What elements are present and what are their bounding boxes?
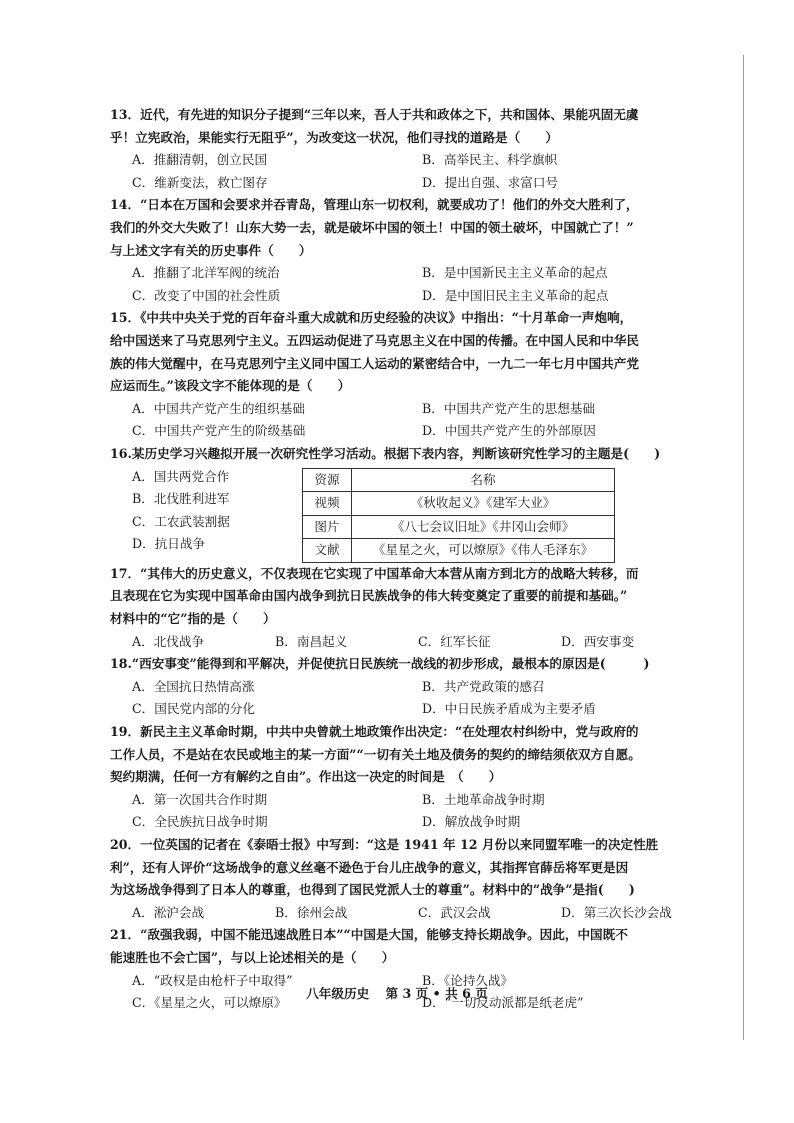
question-14-line-3: 与上述文字有关的历史事件（ ） — [110, 242, 312, 258]
option-c[interactable]: C．全民族抗日战争时期 — [132, 814, 268, 830]
question-19-line-3: 契约期满，任何一方有解约之自由”。作出这一决定的时间是 （ ） — [110, 769, 502, 785]
question-14-options — [110, 262, 696, 307]
option-d[interactable]: D．是中国旧民主主义革命的起点 — [422, 287, 609, 303]
option-c[interactable]: C．中国共产党产生的阶级基础 — [132, 423, 306, 439]
option-a[interactable]: A．国共两党合作 — [132, 468, 230, 484]
question-20-options — [110, 902, 696, 925]
table-cell: 视频 — [303, 492, 352, 516]
option-b[interactable]: B．北伐胜利进军 — [132, 491, 230, 507]
page-footer — [0, 983, 794, 1002]
footer-page-number: 第 3 页 • 共 6 页 — [385, 986, 488, 1001]
option-b[interactable]: B．共产党政策的感召 — [422, 678, 545, 694]
question-14-line-1: 14．“日本在万国和会要求并吞青岛，管理山东一切权利，就要成功了！他们的外交大胜利了， — [110, 197, 639, 213]
question-13 — [110, 104, 696, 194]
table-row — [303, 492, 615, 516]
option-b[interactable]: B．土地革命战争时期 — [422, 791, 545, 807]
option-a[interactable]: A．全国抗日热情高涨 — [132, 678, 255, 694]
option-b[interactable]: B．徐州会战 — [275, 904, 348, 920]
option-d[interactable]: D．提出自强、求富口号 — [422, 174, 559, 190]
option-a[interactable]: A．推翻了北洋军阀的统治 — [132, 265, 280, 281]
question-18-options — [110, 676, 696, 721]
table-header-cell: 资源 — [303, 468, 352, 492]
option-d[interactable]: D．抗日战争 — [132, 536, 206, 552]
option-d[interactable]: D．中国共产党产生的外部原因 — [422, 423, 596, 439]
option-c[interactable]: C．改变了中国的社会性质 — [132, 287, 281, 303]
question-15-line-2: 给中国送来了马克思列宁主义。五四运动促进了马克思主义在中国的传播。在中国人民和中华民 — [110, 332, 639, 348]
question-21-line-2: 能速胜也不会亡国”，与以上论述相关的是（ ） — [110, 949, 395, 965]
table-cell: 图片 — [303, 515, 352, 539]
option-c[interactable]: C．《星星之火，可以燎原》 — [132, 995, 287, 1011]
question-21-line-1: 21．“敌强我弱，中国不能迅速战胜日本”“中国是大国，能够支持长期战争。因此，中国既不 — [110, 927, 628, 943]
exam-content — [110, 104, 696, 1015]
table-cell: 《秋收起义》《建军大业》 — [352, 492, 615, 516]
option-d[interactable]: D．解放战争时期 — [422, 814, 521, 830]
question-16 — [110, 443, 696, 563]
option-d[interactable]: D．“一切反动派都是纸老虎” — [422, 995, 584, 1011]
question-15 — [110, 307, 696, 443]
question-16-line-1: 16.某历史学习兴趣拟开展一次研究性学习活动。根据下表内容，判断该研究性学习的主题是( ) — [110, 445, 661, 461]
footer-subject: 八年级历史 — [306, 986, 370, 1001]
question-19-line-1: 19．新民主主义革命时期，中共中央曾就土地政策作出决定：“在处理农村纠纷中，党与政府的 — [110, 724, 639, 740]
option-b[interactable]: B．《论持久战》 — [422, 972, 514, 988]
option-c[interactable]: C．维新变法，救亡图存 — [132, 174, 268, 190]
table-cell: 《八七会议旧址》《井冈山会师》 — [352, 515, 615, 539]
question-15-line-1: 15．《中共中央关于党的百年奋斗重大成就和历史经验的决议》中指出：“十月革命一声炮响， — [110, 310, 633, 326]
question-20-line-1: 20．一位英国的记者在《泰晤士报》中写到：“这是 1941 年 12 月份以来同盟军唯一的决定性胜 — [110, 837, 659, 852]
option-b[interactable]: B．高举民主、科学旗帜 — [422, 152, 558, 168]
question-15-line-3: 族的伟大觉醒中，在马克思列宁主义同中国工人运动的紧密结合中，一九二一年七月中国共产党 — [110, 355, 639, 371]
question-15-line-4: 应运而生。”该段文字不能体现的是（ ） — [110, 378, 351, 394]
question-14 — [110, 194, 696, 307]
option-a[interactable]: A．淞沪会战 — [132, 904, 205, 920]
question-15-options — [110, 398, 696, 443]
question-18 — [110, 653, 696, 721]
table-header-cell: 名称 — [352, 468, 615, 492]
table-row — [303, 515, 615, 539]
option-d[interactable]: D．西安事变 — [561, 633, 635, 649]
option-a[interactable]: A．“政权是由枪杆子中取得” — [132, 972, 293, 988]
option-c[interactable]: C．国民党内部的分化 — [132, 701, 255, 717]
table-cell: 《星星之火，可以燎原》《伟人毛泽东》 — [352, 539, 615, 563]
table-cell: 文献 — [303, 539, 352, 563]
question-19-line-2: 工作人员，不是站在农民或地主的某一方面”“一切有关土地及债务的契约的缔结须依双方自愿。 — [110, 746, 641, 762]
question-13-line-1: 13．近代，有先进的知识分子提到“三年以来，吾人于共和政体之下，共和国体、果能巩固无虞 — [110, 107, 639, 122]
option-c[interactable]: C．武汉会战 — [418, 904, 491, 920]
question-19 — [110, 721, 696, 834]
question-18-line-1: 18.“西安事变”能得到和平解决，并促使抗日民族统一战线的初步形成，最根本的原因是( ) — [110, 656, 650, 672]
table-header-row — [303, 468, 615, 492]
option-c[interactable]: C．工农武装割据 — [132, 513, 230, 529]
question-16-body — [110, 466, 696, 563]
option-d[interactable]: D．第三次长沙会战 — [561, 904, 672, 920]
table-row — [303, 539, 615, 563]
resource-table — [302, 468, 615, 563]
option-d[interactable]: D．中日民族矛盾成为主要矛盾 — [422, 701, 596, 717]
option-b[interactable]: B．是中国新民主主义革命的起点 — [422, 265, 608, 281]
page-edge-line — [743, 55, 744, 1040]
question-13-options — [110, 149, 696, 194]
question-17-line-3: 材料中的“它”指的是（ ） — [110, 611, 276, 627]
option-b[interactable]: B．南昌起义 — [275, 633, 348, 649]
option-a[interactable]: A．北伐战争 — [132, 633, 205, 649]
question-13-line-2: 乎！立宪政治，果能实行无阻乎”，为改变这一状况，他们寻找的道路是（ ） — [110, 129, 559, 145]
option-b[interactable]: B．中国共产党产生的思想基础 — [422, 400, 595, 416]
question-17-line-1: 17．“其伟大的历史意义，不仅表现在它实现了中国革命大本营从南方到北方的战略大转移，而 — [110, 565, 639, 581]
question-17-options — [110, 631, 696, 654]
question-20 — [110, 834, 696, 924]
question-19-options — [110, 789, 696, 834]
option-a[interactable]: A．推翻清朝，创立民国 — [132, 152, 268, 168]
option-a[interactable]: A．第一次国共合作时期 — [132, 791, 268, 807]
question-17 — [110, 563, 696, 653]
question-17-line-2: 且表现在它为实现中国革命由国内战争到抗日民族战争的伟大转变奠定了重要的前提和基础。” — [110, 588, 628, 604]
option-c[interactable]: C．红军长征 — [418, 633, 491, 649]
question-20-line-2: 利”，还有人评价“这场战争的意义丝毫不逊色于台儿庄战争的意义，其指挥官薛岳将军更是因 — [110, 859, 629, 875]
question-20-line-3: 为这场战争得到了日本人的尊重，也得到了国民党派人士的尊重”。材料中的“战争”是指( ) — [110, 882, 635, 898]
question-16-options — [110, 466, 302, 563]
option-a[interactable]: A．中国共产党产生的组织基础 — [132, 400, 305, 416]
question-14-line-2: 我们的外交大失败了！山东大势一去，就是破坏中国的领土！中国的领土破坏，中国就亡了！” — [110, 219, 634, 235]
